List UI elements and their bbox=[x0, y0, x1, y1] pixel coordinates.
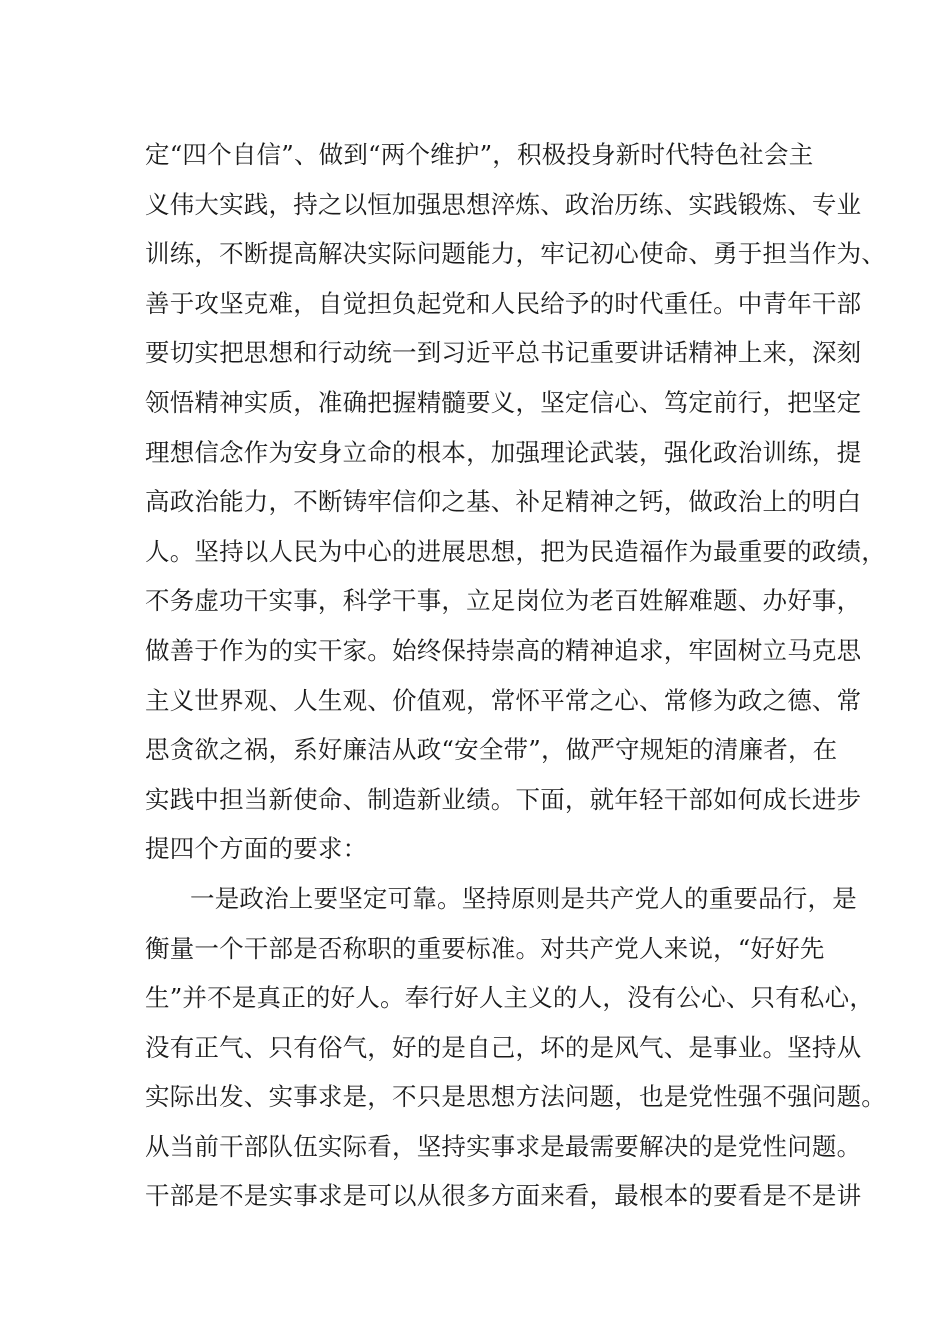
text-line: 理想信念作为安身立命的根本，加强理论武装，强化政治训练，提 bbox=[145, 437, 862, 467]
paragraph-start-line: 一是政治上要坚定可靠。坚持原则是共产党人的重要品行，是 bbox=[190, 883, 857, 913]
text-line: 干部是不是实事求是可以从很多方面来看，最根本的要看是不是讲 bbox=[145, 1181, 862, 1211]
text-line: 做善于作为的实干家。始终保持崇高的精神追求，牢固树立马克思 bbox=[145, 635, 862, 665]
text-line: 训练，不断提高解决实际问题能力，牢记初心使命、勇于担当作为、 bbox=[145, 239, 886, 269]
text-line: 从当前干部队伍实际看，坚持实事求是最需要解决的是党性问题。 bbox=[145, 1131, 862, 1161]
text-line: 不务虚功干实事，科学干事，立足岗位为老百姓解难题、办好事， bbox=[145, 586, 862, 616]
text-line: 善于攻坚克难，自觉担负起党和人民给予的时代重任。中青年干部 bbox=[145, 288, 862, 318]
text-line: 衡量一个干部是否称职的重要标准。对共产党人来说，“好好先 bbox=[145, 933, 825, 963]
text-line: 义伟大实践，持之以恒加强思想淬炼、政治历练、实践锻炼、专业 bbox=[145, 189, 862, 219]
text-line: 要切实把思想和行动统一到习近平总书记重要讲话精神上来，深刻 bbox=[145, 338, 862, 368]
text-line: 高政治能力，不断铸牢信仰之基、补足精神之钙，做政治上的明白 bbox=[145, 487, 862, 517]
text-line: 没有正气、只有俗气，好的是自己，坏的是风气、是事业。坚持从 bbox=[145, 1032, 862, 1062]
text-line: 定“四个自信”、做到“两个维护”，积极投身新时代特色社会主 bbox=[145, 140, 814, 169]
text-line: 实践中担当新使命、制造新业绩。下面，就年轻干部如何成长进步 bbox=[145, 784, 862, 814]
text-line: 领悟精神实质，准确把握精髓要义，坚定信心、笃定前行，把坚定 bbox=[145, 387, 862, 417]
text-line: 人。坚持以人民为中心的进展思想，把为民造福作为最重要的政绩， bbox=[145, 536, 886, 566]
text-line: 主义世界观、人生观、价值观，常怀平常之心、常修为政之德、常 bbox=[145, 685, 862, 715]
text-line: 实际出发、实事求是，不只是思想方法问题，也是党性强不强问题。 bbox=[145, 1082, 886, 1112]
text-line: 生”并不是真正的好人。奉行好人主义的人，没有公心、只有私心， bbox=[145, 983, 875, 1013]
text-line: 提四个方面的要求： bbox=[145, 834, 368, 864]
text-line: 思贪欲之祸，系好廉洁从政“安全带”，做严守规矩的清廉者，在 bbox=[145, 735, 838, 765]
body-text bbox=[145, 130, 886, 1221]
